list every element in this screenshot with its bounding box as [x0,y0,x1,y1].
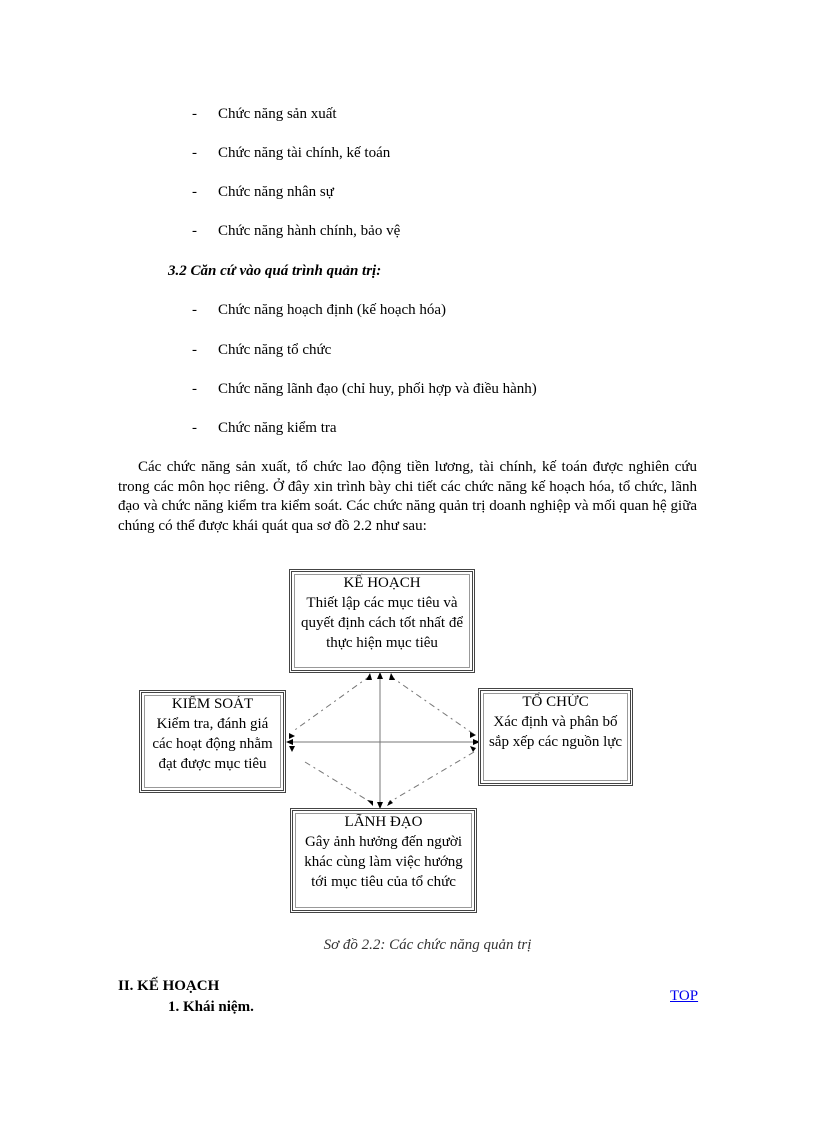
box-line: thực hiện mục tiêu [326,635,438,651]
box-line: các hoạt động nhằm [152,736,273,752]
control-lead-line [305,762,372,803]
bullet-dash: - [192,106,197,122]
bullet-dash: - [192,342,197,358]
bullet-dash: - [192,184,197,200]
box-title: TỔ CHỨC [522,694,589,710]
arrowhead [286,739,293,745]
arrowhead [377,672,383,679]
list-item: Chức năng hành chính, bảo vệ [218,223,401,239]
box-line: Kiểm tra, đánh giá [156,716,269,732]
arrowhead [470,746,476,752]
list-item: Chức năng tài chính, kế toán [218,145,391,161]
bullet-dash: - [192,302,197,318]
bullet-dash: - [192,223,197,239]
arrowhead [387,800,393,806]
box-plan [289,569,475,673]
plan-control-line [292,676,370,732]
box-line: khác cùng làm việc hướng [304,854,463,870]
diagram-caption: Sơ đồ 2.2: Các chức năng quản trị [323,937,532,953]
bullet-dash: - [192,420,197,436]
arrowhead [289,746,295,752]
bullet-dash: - [192,145,197,161]
organize-lead-line [388,752,474,803]
box-line: tới mục tiêu của tổ chức [311,874,456,890]
top-link[interactable]: TOP [670,988,699,1004]
list-item: Chức năng kiểm tra [218,420,337,436]
box-title: LÃNH ĐẠO [344,814,423,830]
box-title: KẾ HOẠCH [343,575,421,591]
list-item: Chức năng nhân sự [218,184,334,200]
arrowhead [367,800,373,806]
section-heading-3-2: 3.2 Căn cứ vào quá trình quản trị: [168,263,382,279]
arrowhead [289,733,295,739]
list-item: Chức năng hoạch định (kế hoạch hóa) [218,302,447,318]
box-title: KIỂM SOÁT [171,696,254,712]
list-item: Chức năng sản xuất [218,106,337,122]
box-line: quyết định cách tốt nhất để [300,615,464,631]
list-item: Chức năng tổ chức [218,342,332,358]
arrowhead [366,673,372,680]
bullet-dash: - [192,381,197,397]
plan-organize-line [390,676,475,735]
list-item: Chức năng lãnh đạo (chỉ huy, phối hợp và điều hành) [218,381,537,397]
box-line: sắp xếp các nguồn lực [488,734,623,750]
box-line: Xác định và phân bố [493,714,618,730]
section-heading: II. KẾ HOẠCH [118,978,220,994]
box-organize [478,688,633,786]
arrowhead [470,732,476,738]
subheading: 1. Khái niệm. [168,999,254,1015]
body-paragraph: Các chức năng sản xuất, tổ chức lao động tiền lương, tài chính, kế toán được nghiên cứu trong các môn học riêng. Ở đây xin trình bày chi tiết các chức năng kế hoạch hóa, tổ chức, lãnh đạo và chức năng kiểm tra kiểm soát. Các chức năng quản trị doanh nghiệp và mối quan hệ giữa chúng có thể được khái quát qua sơ đồ 2.2 như sau: [118,459,697,534]
box-line: đạt được mục tiêu [158,756,267,772]
box-control [139,690,286,793]
box-line: Thiết lập các mục tiêu và [306,595,458,611]
box-lead [290,808,477,913]
box-line: Gây ảnh hưởng đến người [304,834,463,850]
